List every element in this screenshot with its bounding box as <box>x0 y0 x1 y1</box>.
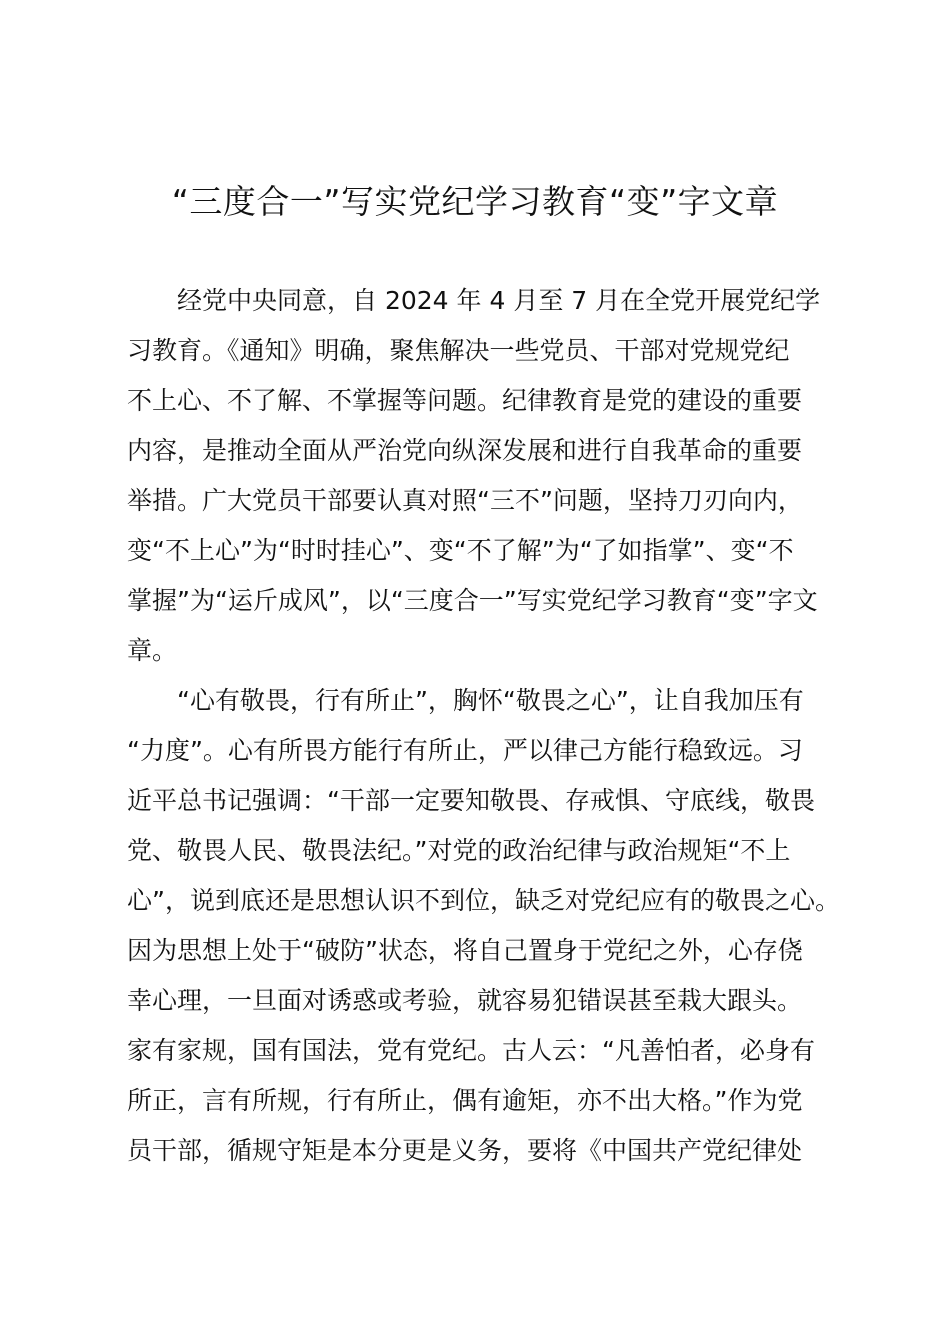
text-line: 党、敬畏人民、敬畏法纪。”对党的政治纪律与政治规矩“不上 <box>127 836 791 865</box>
text-line: 内容，是推动全面从严治党向纵深发展和进行自我革命的重要 <box>127 436 803 465</box>
text-line: 所正，言有所规，行有所止，偶有逾矩，亦不出大格。”作为党 <box>127 1086 803 1115</box>
document-title: “三度合一”写实党纪学习教育“变”字文章 <box>171 182 779 221</box>
text-line: 变“不上心”为“时时挂心”、变“不了解”为“了如指掌”、变“不 <box>127 536 794 565</box>
text-line: 近平总书记强调：“干部一定要知敬畏、存戒惧、守底线，敬畏 <box>127 786 815 815</box>
text-line: 家有家规，国有国法，党有党纪。古人云：“凡善怕者，必身有 <box>127 1036 815 1065</box>
paragraph-2 <box>127 676 847 1176</box>
text-line: 掌握”为“运斤成风”，以“三度合一”写实党纪学习教育“变”字文 <box>127 586 818 615</box>
paragraph-1 <box>127 276 847 676</box>
text-line: 举措。广大党员干部要认真对照“三不”问题，坚持刀刃向内， <box>127 486 803 515</box>
text-line: 因为思想上处于“破防”状态，将自己置身于党纪之外，心存侥 <box>127 936 803 965</box>
text-line: “力度”。心有所畏方能行有所止，严以律己方能行稳致远。习 <box>127 736 803 765</box>
text-line: 习教育。《通知》明确，聚焦解决一些党员、干部对党规党纪 <box>127 336 790 365</box>
text-line: 心”，说到底还是思想认识不到位，缺乏对党纪应有的敬畏之心。 <box>127 886 840 915</box>
text-line: 不上心、不了解、不掌握等问题。纪律教育是党的建设的重要 <box>127 386 803 415</box>
text-line: 章。 <box>127 636 178 665</box>
text-line: 员干部，循规守矩是本分更是义务，要将《中国共产党纪律处 <box>127 1136 803 1165</box>
text-line: “心有敬畏，行有所止”，胸怀“敬畏之心”，让自我加压有 <box>177 686 804 715</box>
text-line: 经党中央同意，自 2024 年 4 月至 7 月在全党开展党纪学 <box>177 286 821 315</box>
text-line: 幸心理，一旦面对诱惑或考验，就容易犯错误甚至栽大跟头。 <box>127 986 803 1015</box>
